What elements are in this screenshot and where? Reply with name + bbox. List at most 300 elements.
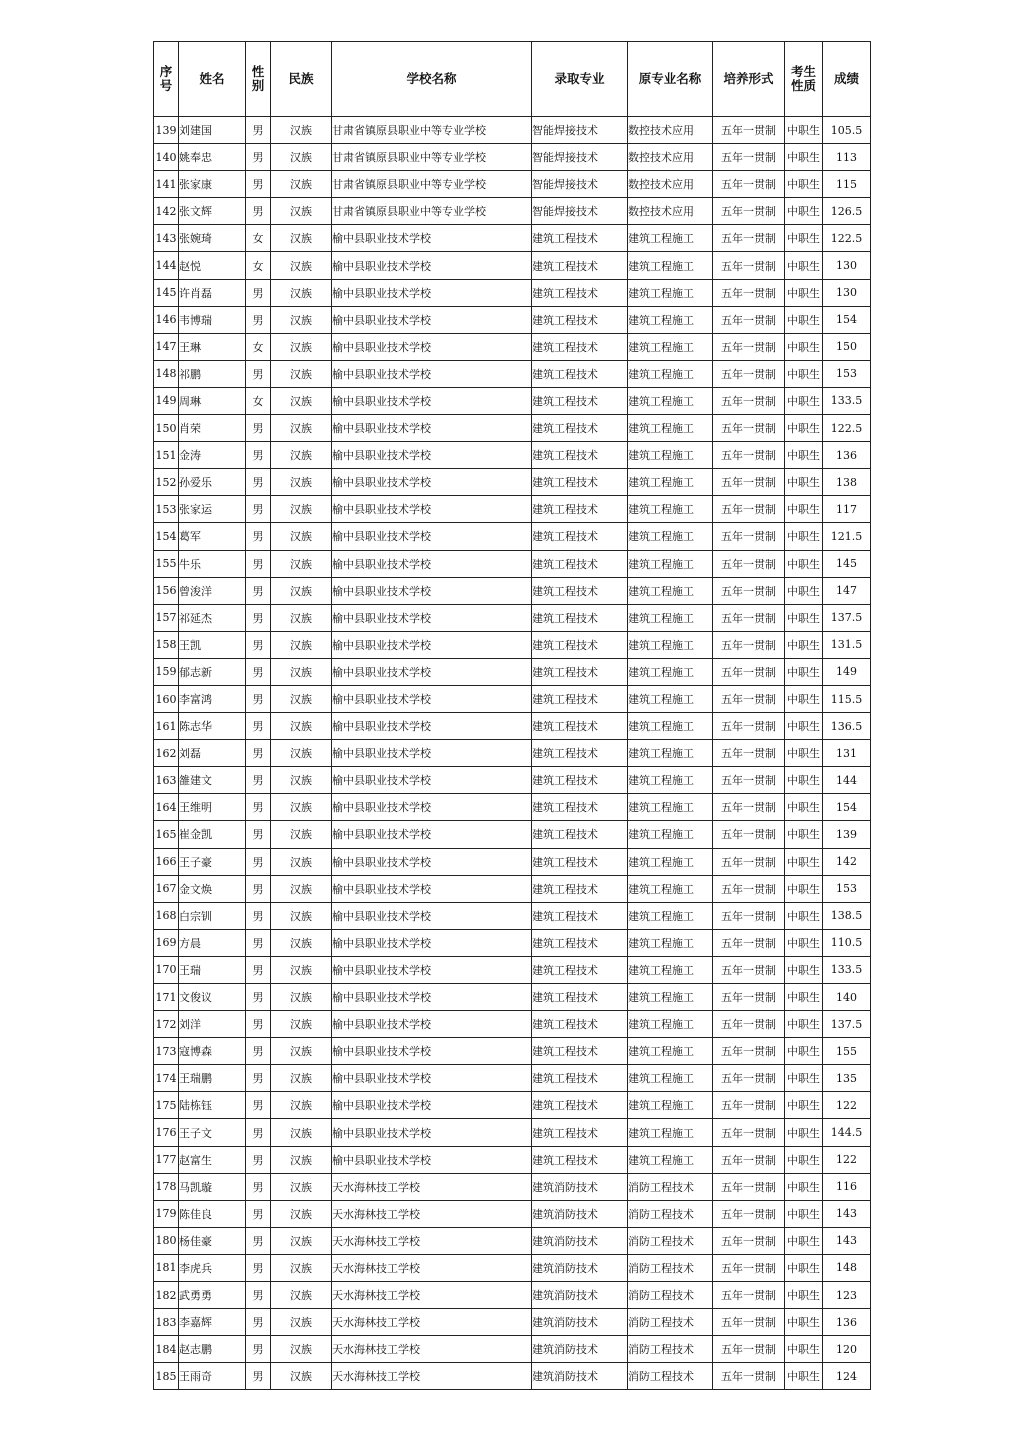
cell-gender: 男 <box>246 1173 271 1200</box>
cell-ethnicity: 汉族 <box>271 794 332 821</box>
cell-score: 136 <box>823 442 871 469</box>
cell-candidate-type: 中职生 <box>785 387 823 414</box>
table-header-row <box>154 42 871 117</box>
cell-training-form: 五年一贯制 <box>713 415 785 442</box>
cell-candidate-type: 中职生 <box>785 469 823 496</box>
cell-name: 张家康 <box>179 171 246 198</box>
cell-school: 榆中县职业技术学校 <box>332 658 532 685</box>
cell-training-form: 五年一贯制 <box>713 1254 785 1281</box>
cell-training-form: 五年一贯制 <box>713 1092 785 1119</box>
cell-original-major: 建筑工程施工 <box>628 279 713 306</box>
cell-gender: 男 <box>246 848 271 875</box>
cell-admitted-major: 建筑工程技术 <box>532 387 628 414</box>
table-row <box>154 658 871 685</box>
cell-original-major: 建筑工程施工 <box>628 1146 713 1173</box>
cell-training-form: 五年一贯制 <box>713 956 785 983</box>
cell-admitted-major: 建筑工程技术 <box>532 902 628 929</box>
cell-candidate-type: 中职生 <box>785 1119 823 1146</box>
cell-candidate-type: 中职生 <box>785 523 823 550</box>
cell-gender: 女 <box>246 387 271 414</box>
cell-candidate-type: 中职生 <box>785 902 823 929</box>
cell-admitted-major: 建筑工程技术 <box>532 1146 628 1173</box>
cell-gender: 男 <box>246 144 271 171</box>
cell-gender: 男 <box>246 740 271 767</box>
cell-gender: 男 <box>246 956 271 983</box>
cell-score: 147 <box>823 577 871 604</box>
cell-training-form: 五年一贯制 <box>713 144 785 171</box>
cell-gender: 男 <box>246 469 271 496</box>
cell-name: 郁志新 <box>179 658 246 685</box>
cell-gender: 男 <box>246 360 271 387</box>
cell-num: 176 <box>154 1119 179 1146</box>
cell-admitted-major: 建筑工程技术 <box>532 1038 628 1065</box>
cell-candidate-type: 中职生 <box>785 360 823 387</box>
cell-num: 158 <box>154 631 179 658</box>
header-candidate-type: 考生性质 <box>785 42 823 117</box>
cell-ethnicity: 汉族 <box>271 225 332 252</box>
cell-ethnicity: 汉族 <box>271 821 332 848</box>
cell-admitted-major: 建筑工程技术 <box>532 496 628 523</box>
cell-name: 陆栋钰 <box>179 1092 246 1119</box>
cell-gender: 男 <box>246 984 271 1011</box>
cell-gender: 男 <box>246 198 271 225</box>
cell-num: 157 <box>154 604 179 631</box>
cell-original-major: 建筑工程施工 <box>628 252 713 279</box>
cell-ethnicity: 汉族 <box>271 306 332 333</box>
cell-ethnicity: 汉族 <box>271 387 332 414</box>
cell-ethnicity: 汉族 <box>271 658 332 685</box>
cell-candidate-type: 中职生 <box>785 415 823 442</box>
table-row <box>154 469 871 496</box>
cell-ethnicity: 汉族 <box>271 252 332 279</box>
cell-score: 121.5 <box>823 523 871 550</box>
cell-candidate-type: 中职生 <box>785 658 823 685</box>
cell-original-major: 建筑工程施工 <box>628 1011 713 1038</box>
cell-training-form: 五年一贯制 <box>713 469 785 496</box>
cell-ethnicity: 汉族 <box>271 1227 332 1254</box>
cell-ethnicity: 汉族 <box>271 415 332 442</box>
cell-original-major: 消防工程技术 <box>628 1227 713 1254</box>
cell-admitted-major: 建筑消防技术 <box>532 1282 628 1309</box>
cell-candidate-type: 中职生 <box>785 929 823 956</box>
cell-admitted-major: 建筑消防技术 <box>532 1173 628 1200</box>
cell-original-major: 建筑工程施工 <box>628 821 713 848</box>
cell-name: 牛乐 <box>179 550 246 577</box>
cell-num: 141 <box>154 171 179 198</box>
cell-candidate-type: 中职生 <box>785 279 823 306</box>
cell-school: 榆中县职业技术学校 <box>332 794 532 821</box>
cell-school: 榆中县职业技术学校 <box>332 225 532 252</box>
cell-school: 榆中县职业技术学校 <box>332 550 532 577</box>
cell-num: 140 <box>154 144 179 171</box>
cell-name: 陈志华 <box>179 713 246 740</box>
cell-score: 117 <box>823 496 871 523</box>
cell-school: 榆中县职业技术学校 <box>332 577 532 604</box>
cell-school: 榆中县职业技术学校 <box>332 604 532 631</box>
cell-gender: 男 <box>246 550 271 577</box>
cell-name: 李虎兵 <box>179 1254 246 1281</box>
cell-num: 163 <box>154 767 179 794</box>
cell-gender: 男 <box>246 875 271 902</box>
cell-name: 赵富生 <box>179 1146 246 1173</box>
cell-admitted-major: 建筑工程技术 <box>532 604 628 631</box>
cell-ethnicity: 汉族 <box>271 713 332 740</box>
cell-score: 122 <box>823 1092 871 1119</box>
cell-name: 马凯璇 <box>179 1173 246 1200</box>
cell-gender: 男 <box>246 279 271 306</box>
cell-school: 榆中县职业技术学校 <box>332 685 532 712</box>
cell-school: 榆中县职业技术学校 <box>332 767 532 794</box>
cell-gender: 男 <box>246 1146 271 1173</box>
cell-ethnicity: 汉族 <box>271 631 332 658</box>
cell-candidate-type: 中职生 <box>785 1227 823 1254</box>
cell-num: 151 <box>154 442 179 469</box>
cell-original-major: 建筑工程施工 <box>628 631 713 658</box>
cell-admitted-major: 建筑工程技术 <box>532 523 628 550</box>
cell-training-form: 五年一贯制 <box>713 658 785 685</box>
cell-training-form: 五年一贯制 <box>713 306 785 333</box>
cell-admitted-major: 建筑工程技术 <box>532 631 628 658</box>
cell-num: 166 <box>154 848 179 875</box>
cell-num: 185 <box>154 1363 179 1390</box>
cell-original-major: 建筑工程施工 <box>628 1065 713 1092</box>
cell-admitted-major: 建筑工程技术 <box>532 415 628 442</box>
cell-original-major: 建筑工程施工 <box>628 929 713 956</box>
cell-ethnicity: 汉族 <box>271 604 332 631</box>
cell-ethnicity: 汉族 <box>271 875 332 902</box>
admission-table <box>153 41 871 1390</box>
cell-gender: 男 <box>246 171 271 198</box>
cell-candidate-type: 中职生 <box>785 144 823 171</box>
cell-candidate-type: 中职生 <box>785 1092 823 1119</box>
cell-score: 144 <box>823 767 871 794</box>
cell-ethnicity: 汉族 <box>271 117 332 144</box>
cell-candidate-type: 中职生 <box>785 1011 823 1038</box>
table-row <box>154 360 871 387</box>
table-row <box>154 415 871 442</box>
cell-original-major: 建筑工程施工 <box>628 875 713 902</box>
cell-score: 131 <box>823 740 871 767</box>
table-row <box>154 577 871 604</box>
cell-admitted-major: 智能焊接技术 <box>532 144 628 171</box>
cell-training-form: 五年一贯制 <box>713 984 785 1011</box>
table-row <box>154 821 871 848</box>
cell-score: 133.5 <box>823 956 871 983</box>
cell-ethnicity: 汉族 <box>271 1038 332 1065</box>
cell-score: 143 <box>823 1200 871 1227</box>
cell-training-form: 五年一贯制 <box>713 1309 785 1336</box>
cell-school: 榆中县职业技术学校 <box>332 740 532 767</box>
cell-gender: 男 <box>246 713 271 740</box>
header-original-major: 原专业名称 <box>628 42 713 117</box>
cell-school: 榆中县职业技术学校 <box>332 442 532 469</box>
cell-name: 赵志鹏 <box>179 1336 246 1363</box>
cell-ethnicity: 汉族 <box>271 171 332 198</box>
cell-school: 天水海林技工学校 <box>332 1200 532 1227</box>
cell-num: 168 <box>154 902 179 929</box>
cell-ethnicity: 汉族 <box>271 496 332 523</box>
cell-ethnicity: 汉族 <box>271 577 332 604</box>
cell-original-major: 消防工程技术 <box>628 1309 713 1336</box>
cell-school: 甘肃省镇原县职业中等专业学校 <box>332 144 532 171</box>
cell-num: 147 <box>154 333 179 360</box>
cell-school: 榆中县职业技术学校 <box>332 306 532 333</box>
cell-training-form: 五年一贯制 <box>713 1173 785 1200</box>
cell-gender: 女 <box>246 252 271 279</box>
cell-ethnicity: 汉族 <box>271 198 332 225</box>
cell-ethnicity: 汉族 <box>271 956 332 983</box>
cell-admitted-major: 建筑消防技术 <box>532 1309 628 1336</box>
cell-num: 162 <box>154 740 179 767</box>
cell-original-major: 建筑工程施工 <box>628 658 713 685</box>
cell-school: 天水海林技工学校 <box>332 1363 532 1390</box>
cell-ethnicity: 汉族 <box>271 469 332 496</box>
cell-name: 王子豪 <box>179 848 246 875</box>
table-row <box>154 848 871 875</box>
cell-training-form: 五年一贯制 <box>713 387 785 414</box>
cell-training-form: 五年一贯制 <box>713 848 785 875</box>
table-row <box>154 1336 871 1363</box>
cell-ethnicity: 汉族 <box>271 1011 332 1038</box>
cell-score: 142 <box>823 848 871 875</box>
header-school: 学校名称 <box>332 42 532 117</box>
cell-ethnicity: 汉族 <box>271 1336 332 1363</box>
cell-school: 甘肃省镇原县职业中等专业学校 <box>332 117 532 144</box>
cell-score: 116 <box>823 1173 871 1200</box>
cell-original-major: 消防工程技术 <box>628 1254 713 1281</box>
cell-original-major: 消防工程技术 <box>628 1282 713 1309</box>
cell-score: 154 <box>823 306 871 333</box>
cell-school: 天水海林技工学校 <box>332 1227 532 1254</box>
cell-original-major: 消防工程技术 <box>628 1363 713 1390</box>
cell-candidate-type: 中职生 <box>785 577 823 604</box>
cell-admitted-major: 建筑工程技术 <box>532 713 628 740</box>
cell-name: 方晨 <box>179 929 246 956</box>
cell-name: 王瑞 <box>179 956 246 983</box>
cell-num: 175 <box>154 1092 179 1119</box>
cell-candidate-type: 中职生 <box>785 117 823 144</box>
cell-school: 榆中县职业技术学校 <box>332 631 532 658</box>
table-row <box>154 794 871 821</box>
cell-score: 138.5 <box>823 902 871 929</box>
cell-school: 甘肃省镇原县职业中等专业学校 <box>332 198 532 225</box>
cell-name: 周琳 <box>179 387 246 414</box>
cell-ethnicity: 汉族 <box>271 144 332 171</box>
cell-num: 172 <box>154 1011 179 1038</box>
cell-candidate-type: 中职生 <box>785 442 823 469</box>
cell-score: 136.5 <box>823 713 871 740</box>
cell-ethnicity: 汉族 <box>271 740 332 767</box>
cell-gender: 男 <box>246 604 271 631</box>
cell-candidate-type: 中职生 <box>785 1254 823 1281</box>
cell-score: 115.5 <box>823 685 871 712</box>
cell-score: 120 <box>823 1336 871 1363</box>
header-gender: 性别 <box>246 42 271 117</box>
cell-school: 天水海林技工学校 <box>332 1173 532 1200</box>
cell-candidate-type: 中职生 <box>785 252 823 279</box>
cell-num: 171 <box>154 984 179 1011</box>
cell-score: 105.5 <box>823 117 871 144</box>
cell-gender: 男 <box>246 902 271 929</box>
cell-name: 姚奉忠 <box>179 144 246 171</box>
cell-candidate-type: 中职生 <box>785 685 823 712</box>
cell-gender: 男 <box>246 577 271 604</box>
cell-original-major: 数控技术应用 <box>628 171 713 198</box>
cell-name: 文俊议 <box>179 984 246 1011</box>
table-row <box>154 1065 871 1092</box>
cell-admitted-major: 建筑消防技术 <box>532 1200 628 1227</box>
cell-school: 榆中县职业技术学校 <box>332 713 532 740</box>
cell-gender: 男 <box>246 1227 271 1254</box>
cell-original-major: 建筑工程施工 <box>628 550 713 577</box>
cell-name: 金涛 <box>179 442 246 469</box>
table-row <box>154 442 871 469</box>
cell-name: 王瑞鹏 <box>179 1065 246 1092</box>
cell-candidate-type: 中职生 <box>785 1146 823 1173</box>
cell-gender: 女 <box>246 225 271 252</box>
cell-gender: 男 <box>246 442 271 469</box>
table-row <box>154 333 871 360</box>
table-row <box>154 550 871 577</box>
cell-admitted-major: 建筑工程技术 <box>532 929 628 956</box>
cell-score: 140 <box>823 984 871 1011</box>
table-row <box>154 984 871 1011</box>
cell-admitted-major: 智能焊接技术 <box>532 117 628 144</box>
cell-name: 王琳 <box>179 333 246 360</box>
cell-candidate-type: 中职生 <box>785 496 823 523</box>
table-row <box>154 252 871 279</box>
cell-original-major: 建筑工程施工 <box>628 713 713 740</box>
cell-candidate-type: 中职生 <box>785 794 823 821</box>
cell-score: 115 <box>823 171 871 198</box>
cell-candidate-type: 中职生 <box>785 550 823 577</box>
cell-original-major: 数控技术应用 <box>628 198 713 225</box>
cell-original-major: 建筑工程施工 <box>628 496 713 523</box>
cell-school: 榆中县职业技术学校 <box>332 929 532 956</box>
cell-school: 榆中县职业技术学校 <box>332 1119 532 1146</box>
cell-score: 145 <box>823 550 871 577</box>
cell-num: 139 <box>154 117 179 144</box>
cell-candidate-type: 中职生 <box>785 198 823 225</box>
cell-score: 113 <box>823 144 871 171</box>
cell-training-form: 五年一贯制 <box>713 604 785 631</box>
cell-school: 榆中县职业技术学校 <box>332 469 532 496</box>
cell-school: 天水海林技工学校 <box>332 1254 532 1281</box>
table-row <box>154 279 871 306</box>
cell-original-major: 建筑工程施工 <box>628 604 713 631</box>
cell-name: 韦博瑞 <box>179 306 246 333</box>
cell-num: 161 <box>154 713 179 740</box>
cell-original-major: 建筑工程施工 <box>628 902 713 929</box>
cell-admitted-major: 建筑工程技术 <box>532 767 628 794</box>
cell-num: 174 <box>154 1065 179 1092</box>
cell-original-major: 建筑工程施工 <box>628 767 713 794</box>
table-row <box>154 144 871 171</box>
cell-gender: 男 <box>246 1200 271 1227</box>
cell-score: 149 <box>823 658 871 685</box>
cell-num: 154 <box>154 523 179 550</box>
cell-score: 148 <box>823 1254 871 1281</box>
cell-school: 榆中县职业技术学校 <box>332 1038 532 1065</box>
cell-score: 144.5 <box>823 1119 871 1146</box>
cell-num: 160 <box>154 685 179 712</box>
cell-admitted-major: 建筑工程技术 <box>532 821 628 848</box>
cell-school: 榆中县职业技术学校 <box>332 252 532 279</box>
cell-admitted-major: 建筑工程技术 <box>532 360 628 387</box>
cell-school: 榆中县职业技术学校 <box>332 848 532 875</box>
header-admitted-major: 录取专业 <box>532 42 628 117</box>
cell-score: 110.5 <box>823 929 871 956</box>
cell-original-major: 消防工程技术 <box>628 1336 713 1363</box>
cell-gender: 男 <box>246 1336 271 1363</box>
cell-admitted-major: 建筑工程技术 <box>532 225 628 252</box>
cell-training-form: 五年一贯制 <box>713 902 785 929</box>
cell-score: 122.5 <box>823 415 871 442</box>
cell-training-form: 五年一贯制 <box>713 252 785 279</box>
cell-num: 169 <box>154 929 179 956</box>
cell-school: 榆中县职业技术学校 <box>332 821 532 848</box>
cell-ethnicity: 汉族 <box>271 1092 332 1119</box>
cell-gender: 男 <box>246 929 271 956</box>
cell-training-form: 五年一贯制 <box>713 333 785 360</box>
cell-original-major: 建筑工程施工 <box>628 469 713 496</box>
cell-training-form: 五年一贯制 <box>713 360 785 387</box>
cell-num: 144 <box>154 252 179 279</box>
cell-ethnicity: 汉族 <box>271 984 332 1011</box>
cell-training-form: 五年一贯制 <box>713 875 785 902</box>
cell-score: 138 <box>823 469 871 496</box>
cell-gender: 男 <box>246 767 271 794</box>
cell-name: 王子文 <box>179 1119 246 1146</box>
cell-score: 155 <box>823 1038 871 1065</box>
table-row <box>154 902 871 929</box>
table-row <box>154 740 871 767</box>
cell-candidate-type: 中职生 <box>785 1065 823 1092</box>
cell-num: 152 <box>154 469 179 496</box>
cell-training-form: 五年一贯制 <box>713 523 785 550</box>
cell-admitted-major: 建筑工程技术 <box>532 848 628 875</box>
cell-admitted-major: 建筑工程技术 <box>532 658 628 685</box>
cell-num: 184 <box>154 1336 179 1363</box>
cell-training-form: 五年一贯制 <box>713 1200 785 1227</box>
cell-training-form: 五年一贯制 <box>713 631 785 658</box>
cell-ethnicity: 汉族 <box>271 1173 332 1200</box>
cell-ethnicity: 汉族 <box>271 1309 332 1336</box>
cell-candidate-type: 中职生 <box>785 848 823 875</box>
cell-score: 153 <box>823 875 871 902</box>
cell-num: 181 <box>154 1254 179 1281</box>
header-ethnicity: 民族 <box>271 42 332 117</box>
cell-original-major: 建筑工程施工 <box>628 442 713 469</box>
cell-name: 孙爱乐 <box>179 469 246 496</box>
cell-score: 137.5 <box>823 1011 871 1038</box>
cell-original-major: 建筑工程施工 <box>628 360 713 387</box>
cell-score: 122.5 <box>823 225 871 252</box>
cell-candidate-type: 中职生 <box>785 171 823 198</box>
cell-training-form: 五年一贯制 <box>713 577 785 604</box>
cell-school: 榆中县职业技术学校 <box>332 360 532 387</box>
cell-school: 榆中县职业技术学校 <box>332 387 532 414</box>
cell-school: 榆中县职业技术学校 <box>332 279 532 306</box>
cell-name: 许肖磊 <box>179 279 246 306</box>
cell-training-form: 五年一贯制 <box>713 1038 785 1065</box>
cell-gender: 男 <box>246 1309 271 1336</box>
cell-num: 173 <box>154 1038 179 1065</box>
cell-ethnicity: 汉族 <box>271 442 332 469</box>
cell-original-major: 数控技术应用 <box>628 117 713 144</box>
cell-score: 126.5 <box>823 198 871 225</box>
cell-admitted-major: 建筑工程技术 <box>532 279 628 306</box>
